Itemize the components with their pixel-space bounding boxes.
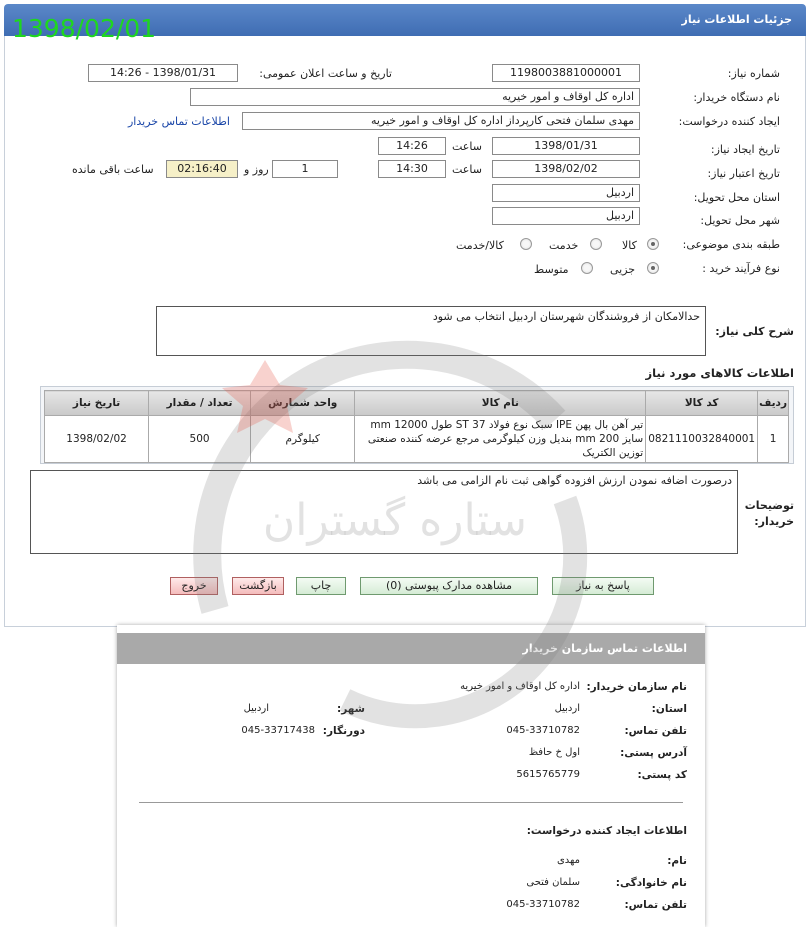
print-button[interactable]: چاپ xyxy=(296,577,346,595)
buyer-org-field: اداره کل اوقاف و امور خیریه xyxy=(190,88,640,106)
buyer-notes-textarea[interactable]: درصورت اضافه نمودن ارزش افزوده گواهی ثبت نام الزامی می باشد xyxy=(30,470,738,554)
process-label: نوع فرآیند خرید : xyxy=(702,262,780,275)
buyer-notes-label: توضیحات خریدار: xyxy=(744,499,794,528)
last-name-label: نام خانوادگی: xyxy=(615,877,687,889)
attachments-button[interactable]: مشاهده مدارک پیوستی (0) xyxy=(360,577,538,595)
validity-label: تاریخ اعتبار نیاز: xyxy=(707,167,780,180)
contact-divider xyxy=(139,802,683,803)
category-service-radio[interactable] xyxy=(590,238,602,250)
creator-phone-label: تلفن تماس: xyxy=(624,899,687,911)
requester-field: مهدی سلمان فتحی کارپرداز اداره کل اوقاف و امور خیریه xyxy=(242,112,640,130)
cell-qty: 500 xyxy=(149,416,251,463)
remaining-time-field: 02:16:40 xyxy=(166,160,238,178)
org-label: نام سازمان خریدار: xyxy=(586,681,687,693)
reply-button[interactable]: پاسخ به نیاز xyxy=(552,577,654,595)
creator-section-title: اطلاعات ایجاد کننده درخواست: xyxy=(526,825,687,837)
validity-time-label: ساعت xyxy=(452,163,482,176)
description-textarea[interactable]: حدالامکان از فروشندگان شهرستان اردبیل انتخاب می شود xyxy=(156,306,706,356)
requester-label: ایجاد کننده درخواست: xyxy=(678,115,780,128)
description-label: شرح کلی نیاز: xyxy=(715,325,794,338)
address-value: اول خ حافظ xyxy=(528,747,580,758)
remaining-days-field: 1 xyxy=(272,160,338,178)
process-medium-radio[interactable] xyxy=(581,262,593,274)
col-date: تاریخ نیاز xyxy=(45,391,149,416)
city-label: شهر محل تحویل: xyxy=(700,214,780,227)
announce-field: 1398/01/31 - 14:26 xyxy=(88,64,238,82)
phone-value: 045-33710782 xyxy=(506,725,580,736)
province-label: استان محل تحویل: xyxy=(693,191,780,204)
buyer-contact-card xyxy=(117,625,705,927)
cell-date: 1398/02/02 xyxy=(45,416,149,463)
create-time-label: ساعت xyxy=(452,140,482,153)
province-info-value: اردبیل xyxy=(554,703,580,714)
buyer-org-label: نام دستگاه خریدار: xyxy=(693,91,780,104)
col-row: ردیف xyxy=(758,391,789,416)
items-table-header-row xyxy=(45,391,789,416)
validity-date-field: 1398/02/02 xyxy=(492,160,640,178)
city-field: اردبیل xyxy=(492,207,640,225)
province-field: اردبیل xyxy=(492,184,640,202)
items-table xyxy=(44,390,789,463)
col-qty: تعداد / مقدار xyxy=(149,391,251,416)
category-goods-radio[interactable] xyxy=(647,238,659,250)
date-stamp: 1398/02/01 xyxy=(12,14,157,43)
category-both-radio[interactable] xyxy=(520,238,532,250)
city-info-label: شهر: xyxy=(337,703,365,715)
page-title: جزئیات اطلاعات نیاز xyxy=(681,13,792,26)
buyer-contact-link[interactable]: اطلاعات تماس خریدار xyxy=(128,115,230,128)
phone-label: تلفن تماس: xyxy=(624,725,687,737)
creator-phone-value: 045-33710782 xyxy=(506,899,580,910)
first-name-value: مهدی xyxy=(556,855,580,866)
announce-label: تاریخ و ساعت اعلان عمومی: xyxy=(259,67,392,80)
postal-value: 5615765779 xyxy=(516,769,580,780)
cell-row: 1 xyxy=(758,416,789,463)
fax-label: دورنگار: xyxy=(322,725,365,737)
create-time-field: 14:26 xyxy=(378,137,446,155)
watermark-text: ستاره گستران xyxy=(262,495,528,546)
first-name-label: نام: xyxy=(667,855,687,867)
city-info-value: اردبیل xyxy=(243,703,269,714)
category-both-label: کالا/خدمت xyxy=(456,239,504,252)
col-name: نام کالا xyxy=(355,391,646,416)
process-minor-radio[interactable] xyxy=(647,262,659,274)
category-service-label: خدمت xyxy=(549,239,579,252)
validity-time-field: 14:30 xyxy=(378,160,446,178)
province-info-label: استان: xyxy=(651,703,687,715)
cell-name: تیر آهن بال پهن IPE سبک نوع فولاد ST 37 طول 12000 mm سایز 200 mm بندیل وزن کیلوگرمی مرجع عرضه کننده صنعتی توزین الکتریک xyxy=(355,416,646,463)
create-date-label: تاریخ ایجاد نیاز: xyxy=(710,143,780,156)
process-medium-label: متوسط xyxy=(534,263,569,276)
items-section-title: اطلاعات کالاهای مورد نیاز xyxy=(645,366,794,380)
postal-label: کد پستی: xyxy=(637,769,687,781)
col-code: کد کالا xyxy=(646,391,758,416)
need-number-field: 1198003881000001 xyxy=(492,64,640,82)
org-value: اداره کل اوقاف و امور خیریه xyxy=(460,681,580,692)
need-number-label: شماره نیاز: xyxy=(727,67,780,80)
back-button[interactable]: بازگشت xyxy=(232,577,284,595)
remaining-label: ساعت باقی مانده xyxy=(72,163,154,176)
category-label: طبقه بندی موضوعی: xyxy=(682,238,780,251)
fax-value: 045-33717438 xyxy=(241,725,315,736)
col-unit: واحد شمارش xyxy=(250,391,355,416)
days-label: روز و xyxy=(244,163,269,176)
contact-card-header xyxy=(117,633,705,664)
exit-button[interactable]: خروج xyxy=(170,577,218,595)
process-minor-label: جزیی xyxy=(610,263,636,276)
contact-card-title: اطلاعات تماس سازمان خریدار xyxy=(522,642,687,655)
cell-unit: کیلوگرم xyxy=(250,416,355,463)
create-date-field: 1398/01/31 xyxy=(492,137,640,155)
category-goods-label: کالا xyxy=(622,239,637,252)
table-row xyxy=(45,416,789,463)
cell-code: 0821110032840001 xyxy=(646,416,758,463)
address-label: آدرس پستی: xyxy=(620,747,687,759)
last-name-value: سلمان فتحی xyxy=(526,877,580,888)
